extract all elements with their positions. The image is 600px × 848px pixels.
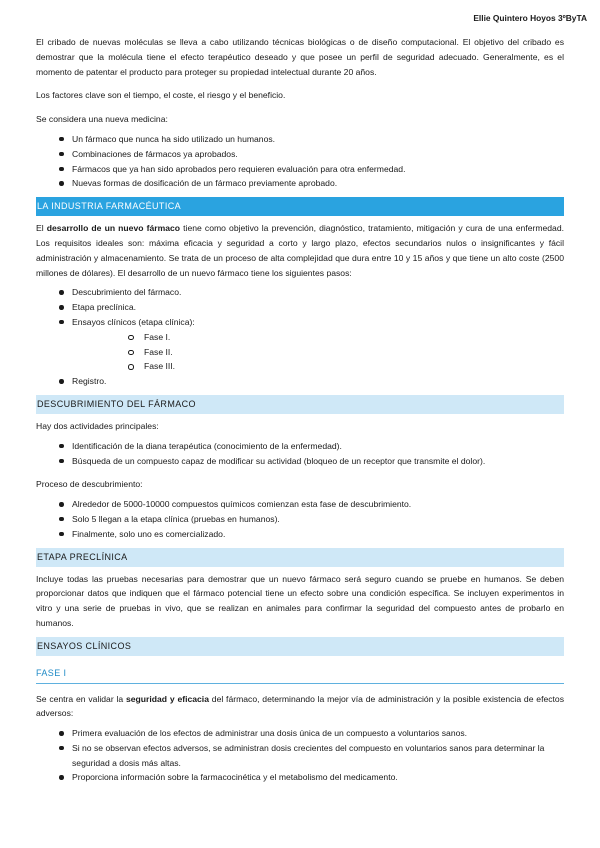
fase-1-list [36, 726, 564, 785]
clinical-phases-list [72, 330, 564, 374]
list-item: Un fármaco que nunca ha sido utilizado un humanos. [36, 132, 564, 147]
list-item: Alrededor de 5000-10000 compuestos químicos comienzan esta fase de descubrimiento. [36, 497, 564, 512]
development-steps-list [36, 285, 564, 389]
subheading-fase-1: FASE I [36, 666, 564, 684]
list-item: Proporciona información sobre la farmacocinética y el metabolismo del medicamento. [36, 770, 564, 785]
intro-paragraph-1: El cribado de nuevas moléculas se lleva a cabo utilizando técnicas biológicas o de diseño computacional. El objetivo del cribado es demostrar que la molécula tiene el efecto terapéutico deseado y que posee un perfil de seguridad adecuado. Generalmente, es el momento de patentar el producto para proteger su propiedad intelectual durante 20 años. [36, 37, 564, 77]
descubrimiento-paragraph-2: Proceso de descubrimiento: [36, 479, 143, 490]
descubrimiento-paragraph-1: Hay dos actividades principales: [36, 420, 159, 431]
list-item: Primera evaluación de los efectos de administrar una dosis única de un compuesto a voluntarios sanos. [36, 726, 564, 741]
list-item: Finalmente, solo uno es comercializado. [36, 527, 564, 542]
list-item: Nuevas formas de dosificación de un fármaco previamente aprobado. [36, 176, 564, 191]
section-heading-industria: LA INDUSTRIA FARMACÉUTICA [36, 197, 564, 216]
list-item: Fase I. [72, 330, 564, 345]
list-item: Combinaciones de fármacos ya aprobados. [36, 147, 564, 162]
section-heading-descubrimiento: DESCUBRIMIENTO DEL FÁRMACO [36, 395, 564, 414]
industria-paragraph: El desarrollo de un nuevo fármaco tiene como objetivo la prevención, diagnóstico, tratamiento, mitigación y cura de una enfermedad. Los requisitos ideales son: máxima eficacia y seguridad a corto y largo plazo, efectos secundarios nulos o insignificantes y fácil administración y almacenamiento. Se trata de un proceso de alta complejidad que dura entre 10 y 15 años y que tiene un alto coste (2500 millones de dólares). El desarrollo de un nuevo fármaco tiene los siguientes pasos: [36, 223, 565, 278]
list-item: Fármacos que ya han sido aprobados pero requieren evaluación para otra enfermedad. [36, 162, 564, 177]
list-item: Fase II. [72, 345, 564, 360]
activities-list [36, 439, 564, 469]
intro-paragraph-2: Los factores clave son el tiempo, el coste, el riesgo y el beneficio. [36, 90, 286, 101]
list-item: Registro. [36, 374, 564, 389]
list-item: Si no se observan efectos adversos, se administran dosis crecientes del compuesto en voluntarios sanos para determinar la seguridad a dosis más altas. [36, 741, 564, 771]
list-item: Búsqueda de un compuesto capaz de modificar su actividad (bloqueo de un receptor que transmite el dolor). [36, 454, 564, 469]
document-body [36, 35, 564, 785]
list-item: Identificación de la diana terapéutica (conocimiento de la enfermedad). [36, 439, 564, 454]
list-item: Fase III. [72, 359, 564, 374]
section-heading-ensayos: ENSAYOS CLÍNICOS [36, 637, 564, 656]
new-medicine-list [36, 132, 564, 191]
preclinica-paragraph: Incluye todas las pruebas necesarias para demostrar que un nuevo fármaco será seguro cuando se pruebe en humanos. Se deben proporcionar datos que indiquen que el fármaco potencial tiene un efecto sobre una condición específica. Se incluyen experimentos in vitro y una serie de pruebas in vivo, que se realizan en animales para confirmar la seguridad del compuesto antes de probarlo en humanos. [36, 573, 564, 628]
intro-paragraph-3: Se considera una nueva medicina: [36, 114, 168, 125]
process-list [36, 497, 564, 541]
list-item: Descubrimiento del fármaco. [36, 285, 564, 300]
list-item: Solo 5 llegan a la etapa clínica (pruebas en humanos). [36, 512, 564, 527]
list-item: Ensayos clínicos (etapa clínica): Fase I. Fase II. Fase III. [36, 315, 564, 374]
section-heading-preclinica: ETAPA PRECLÍNICA [36, 548, 564, 567]
list-item: Etapa preclínica. [36, 300, 564, 315]
fase-1-paragraph: Se centra en validar la seguridad y eficacia del fármaco, determinando la mejor vía de administración y la posible existencia de efectos adversos: [36, 693, 564, 719]
author-header: Ellie Quintero Hoyos 3ºByTA [473, 13, 587, 23]
